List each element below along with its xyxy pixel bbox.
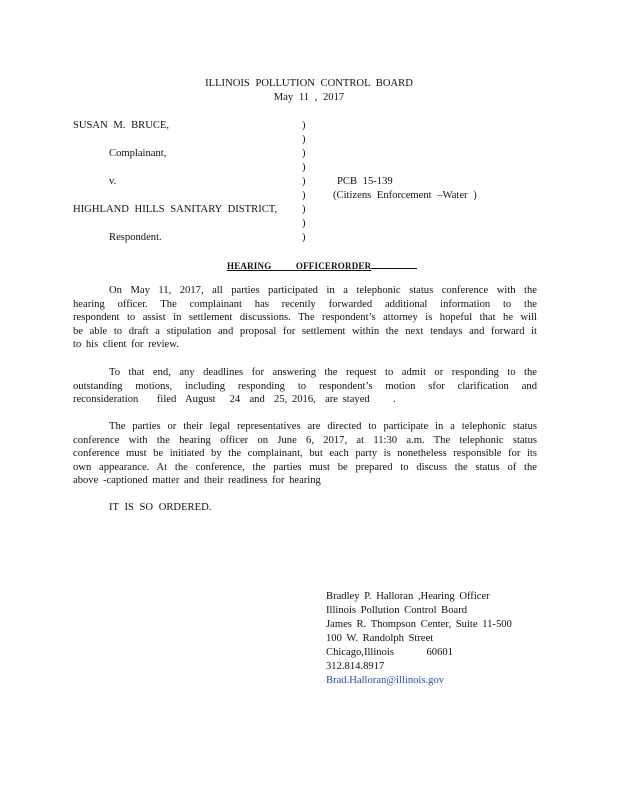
paragraph-line: hearing officer. The complainant has recently forwarded additional information to the xyxy=(73,298,537,310)
bracket-mark: ) xyxy=(302,218,306,229)
paragraph-line: To that end, any deadlines for answering the request to admit or responding to the xyxy=(109,367,537,378)
signer-street: 100 W. Randolph Street xyxy=(326,633,434,644)
paragraph-line: On May 11, 2017, all parties participated in a telephonic status conference with the xyxy=(109,285,537,296)
paragraph-line: conference must be initiated by the complainant, but each party is nonetheless responsible for its xyxy=(73,448,537,460)
paragraph-line: respondent to assist in settlement discussions. The respondent’s attorney is hopeful that he will xyxy=(73,312,537,324)
versus-label: v. xyxy=(109,176,117,187)
paragraph-line: be able to draft a stipulation and proposal for settlement within the next tendays and forward it xyxy=(73,325,537,337)
respondent-role: Respondent. xyxy=(109,232,162,243)
signer-email-link[interactable]: Brad.Halloran@illinois.gov xyxy=(326,675,445,686)
bracket-mark: ) xyxy=(302,162,306,173)
signature-block xyxy=(326,590,512,688)
paragraph-line: above -captioned matter and their readiness for hearing xyxy=(73,475,321,487)
paragraph-line: own appearance. At the conference, the parties must be prepared to discuss the status of the xyxy=(73,461,537,473)
complainant-role: Complainant, xyxy=(109,148,167,159)
bracket-mark: ) xyxy=(302,120,306,131)
order-title xyxy=(227,258,417,274)
bracket-mark: ) xyxy=(302,232,306,243)
signer-building: James R. Thompson Center, Suite 11-500 xyxy=(326,619,512,630)
signer-name: Bradley P. Halloran ,Hearing Officer xyxy=(326,591,490,602)
signer-agency: Illinois Pollution Control Board xyxy=(326,605,468,616)
bracket-mark: ) xyxy=(302,190,306,201)
order-date: May 11 , 2017 xyxy=(273,92,345,103)
bracket-mark: ) xyxy=(302,204,306,215)
case-number: PCB 15-139 xyxy=(337,176,393,187)
paragraph-status-conference xyxy=(73,284,537,352)
paragraph-line: reconsideration filed August 24 and 25, 2016, are stayed . xyxy=(73,394,396,406)
bracket-mark: ) xyxy=(302,148,306,159)
paragraph-line: to his client for review. xyxy=(73,339,179,351)
board-name-heading: ILLINOIS POLLUTION CONTROL BOARD xyxy=(205,78,413,89)
signer-phone: 312.814.8917 xyxy=(326,661,385,672)
bracket-mark: ) xyxy=(302,176,306,187)
bracket-mark: ) xyxy=(302,134,306,145)
signer-city: Chicago,Illinois 60601 xyxy=(326,647,453,658)
paragraph-line: conference with the hearing officer on June 6, 2017, at 11:30 a.m. The telephonic status xyxy=(73,434,537,446)
complainant-name: SUSAN M. BRUCE, xyxy=(73,120,170,131)
respondent-name: HIGHLAND HILLS SANITARY DISTRICT, xyxy=(73,204,278,215)
title-underline-extension xyxy=(371,258,417,269)
paragraph-line: The parties or their legal representatives are directed to participate in a telephonic status xyxy=(109,421,537,432)
case-type: (Citizens Enforcement –Water ) xyxy=(333,190,477,201)
paragraph-next-conference xyxy=(73,420,537,488)
order-title-text: HEARING OFFICERORDER xyxy=(227,261,372,271)
closing-statement: IT IS SO ORDERED. xyxy=(109,502,212,513)
paragraph-line: outstanding motions, including responding to respondent’s motion sfor clarification and xyxy=(73,380,537,392)
paragraph-deadlines-stayed xyxy=(73,366,537,407)
